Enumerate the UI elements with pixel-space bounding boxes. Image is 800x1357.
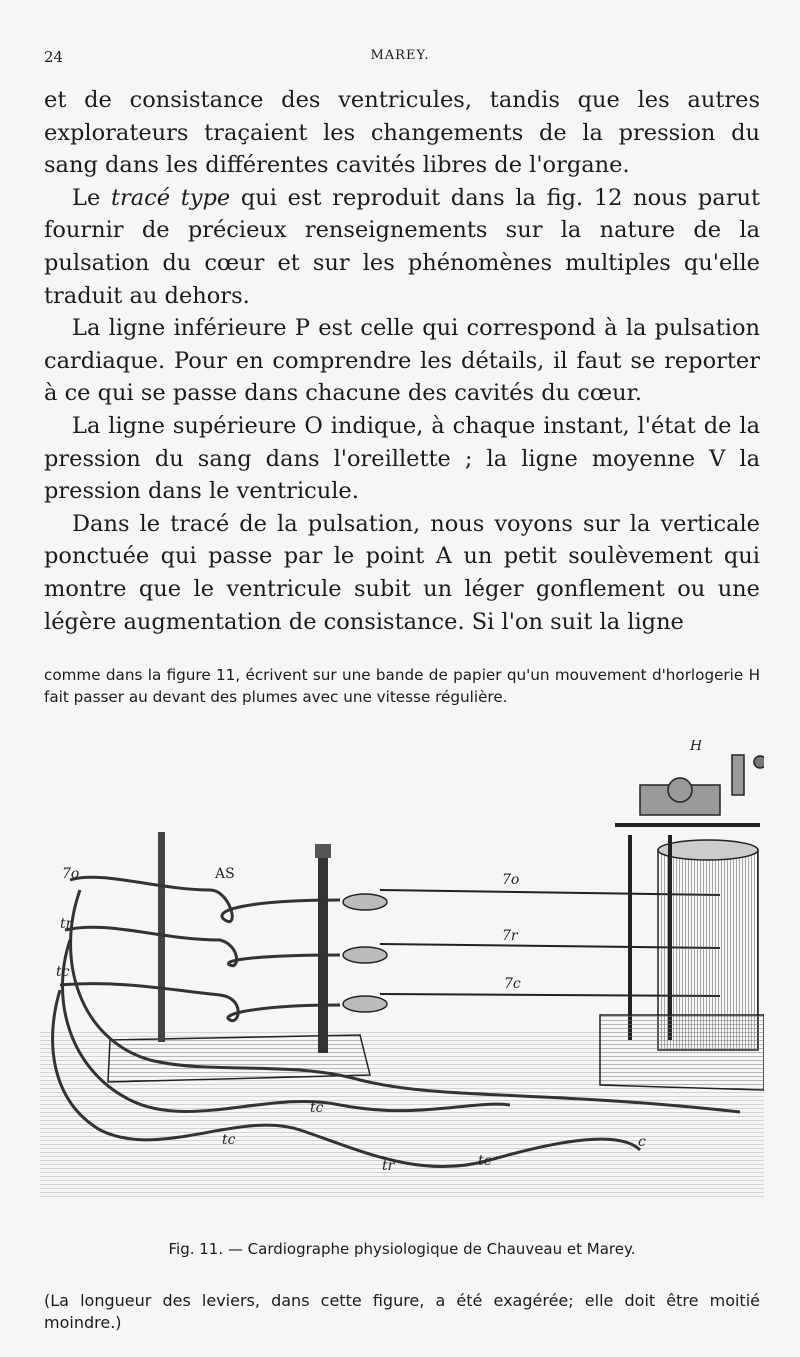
paragraph-3: La ligne inférieure P est celle qui correspond à la pulsation cardiaque. Pour en comprendre les détails, il faut se reporter à ce qui se passe dans chacune des cavités du cœur. [44, 315, 760, 407]
label-tc-bottom-3: tc [478, 1153, 492, 1169]
recording-base [600, 1015, 764, 1090]
label-tc-bottom-1: tc [310, 1100, 324, 1116]
running-head [44, 48, 756, 72]
paragraph-5: Dans le tracé de la pulsation, nous voyons sur la verticale ponctuée qui passe par le point A un petit soulèvement qui montre que le ventricule subit un léger gonflement ou une légère augmentation de consistance. Si l'on suit la ligne [44, 510, 760, 635]
center-column-top [315, 844, 331, 858]
tambour-bottom [343, 996, 387, 1012]
label-lo-left: 7o [62, 866, 80, 882]
tube-ventricule [65, 927, 340, 965]
clockwork-mechanism [640, 755, 764, 815]
running-title: MAREY. [370, 48, 430, 63]
body-text [44, 84, 760, 638]
recording-drum-top [658, 840, 758, 860]
cardiograph-illustration [40, 740, 764, 1220]
label-tc-bottom-2: tc [222, 1132, 236, 1148]
center-column [318, 848, 328, 1053]
tube-oreillette [70, 877, 340, 921]
label-c-right: c [638, 1134, 646, 1150]
paragraph-2-lead: Le [72, 184, 101, 211]
label-tc-left: tc [56, 964, 70, 980]
left-stand-rod [158, 832, 165, 1042]
footnote: comme dans la figure 11, écrivent sur une bande de papier qu'un mouvement d'horlogerie H fait passer au devant des plumes avec une vitesse régulière. [44, 666, 760, 706]
paragraph-4: La ligne supérieure O indique, à chaque instant, l'état de la pression du sang dans l'oreillette ; la ligne moyenne V la pression dans le ventricule. [44, 412, 760, 505]
tambour-top [343, 894, 387, 910]
label-lo-right: 7o [502, 872, 520, 888]
paragraph-2-italic: tracé type [110, 184, 231, 211]
label-tr-left: tr [60, 916, 73, 932]
figure-cardiograph [40, 740, 764, 1220]
tambour-middle [343, 947, 387, 963]
label-lc-right: 7c [504, 976, 521, 992]
paragraph-1: et de consistance des ventricules, tandis que les autres explorateurs traçaient les changements de la pression du sang dans les différentes cavités libres de l'organe. [44, 87, 760, 179]
label-tr-bottom: tr [382, 1158, 395, 1174]
label-AS: AS [215, 866, 235, 882]
page-number: 24 [44, 48, 64, 66]
figure-caption: Fig. 11. — Cardiographe physiologique de Chauveau et Marey. [168, 1240, 636, 1258]
figure-note: (La longueur des leviers, dans cette figure, a été exagérée; elle doit être moitié moindre.) [44, 1291, 760, 1332]
paragraph-2 [44, 182, 760, 312]
label-H: H [690, 740, 703, 754]
tube-coeur [60, 984, 340, 1021]
paragraph-2-rest: qui est reproduit dans la fig. 12 nous parut fournir de précieux renseignements sur la nature de la pulsation du cœur et sur les phénomènes multiples qu'elle traduit au dehors. [44, 184, 760, 309]
label-lr-right: 7r [502, 928, 518, 944]
